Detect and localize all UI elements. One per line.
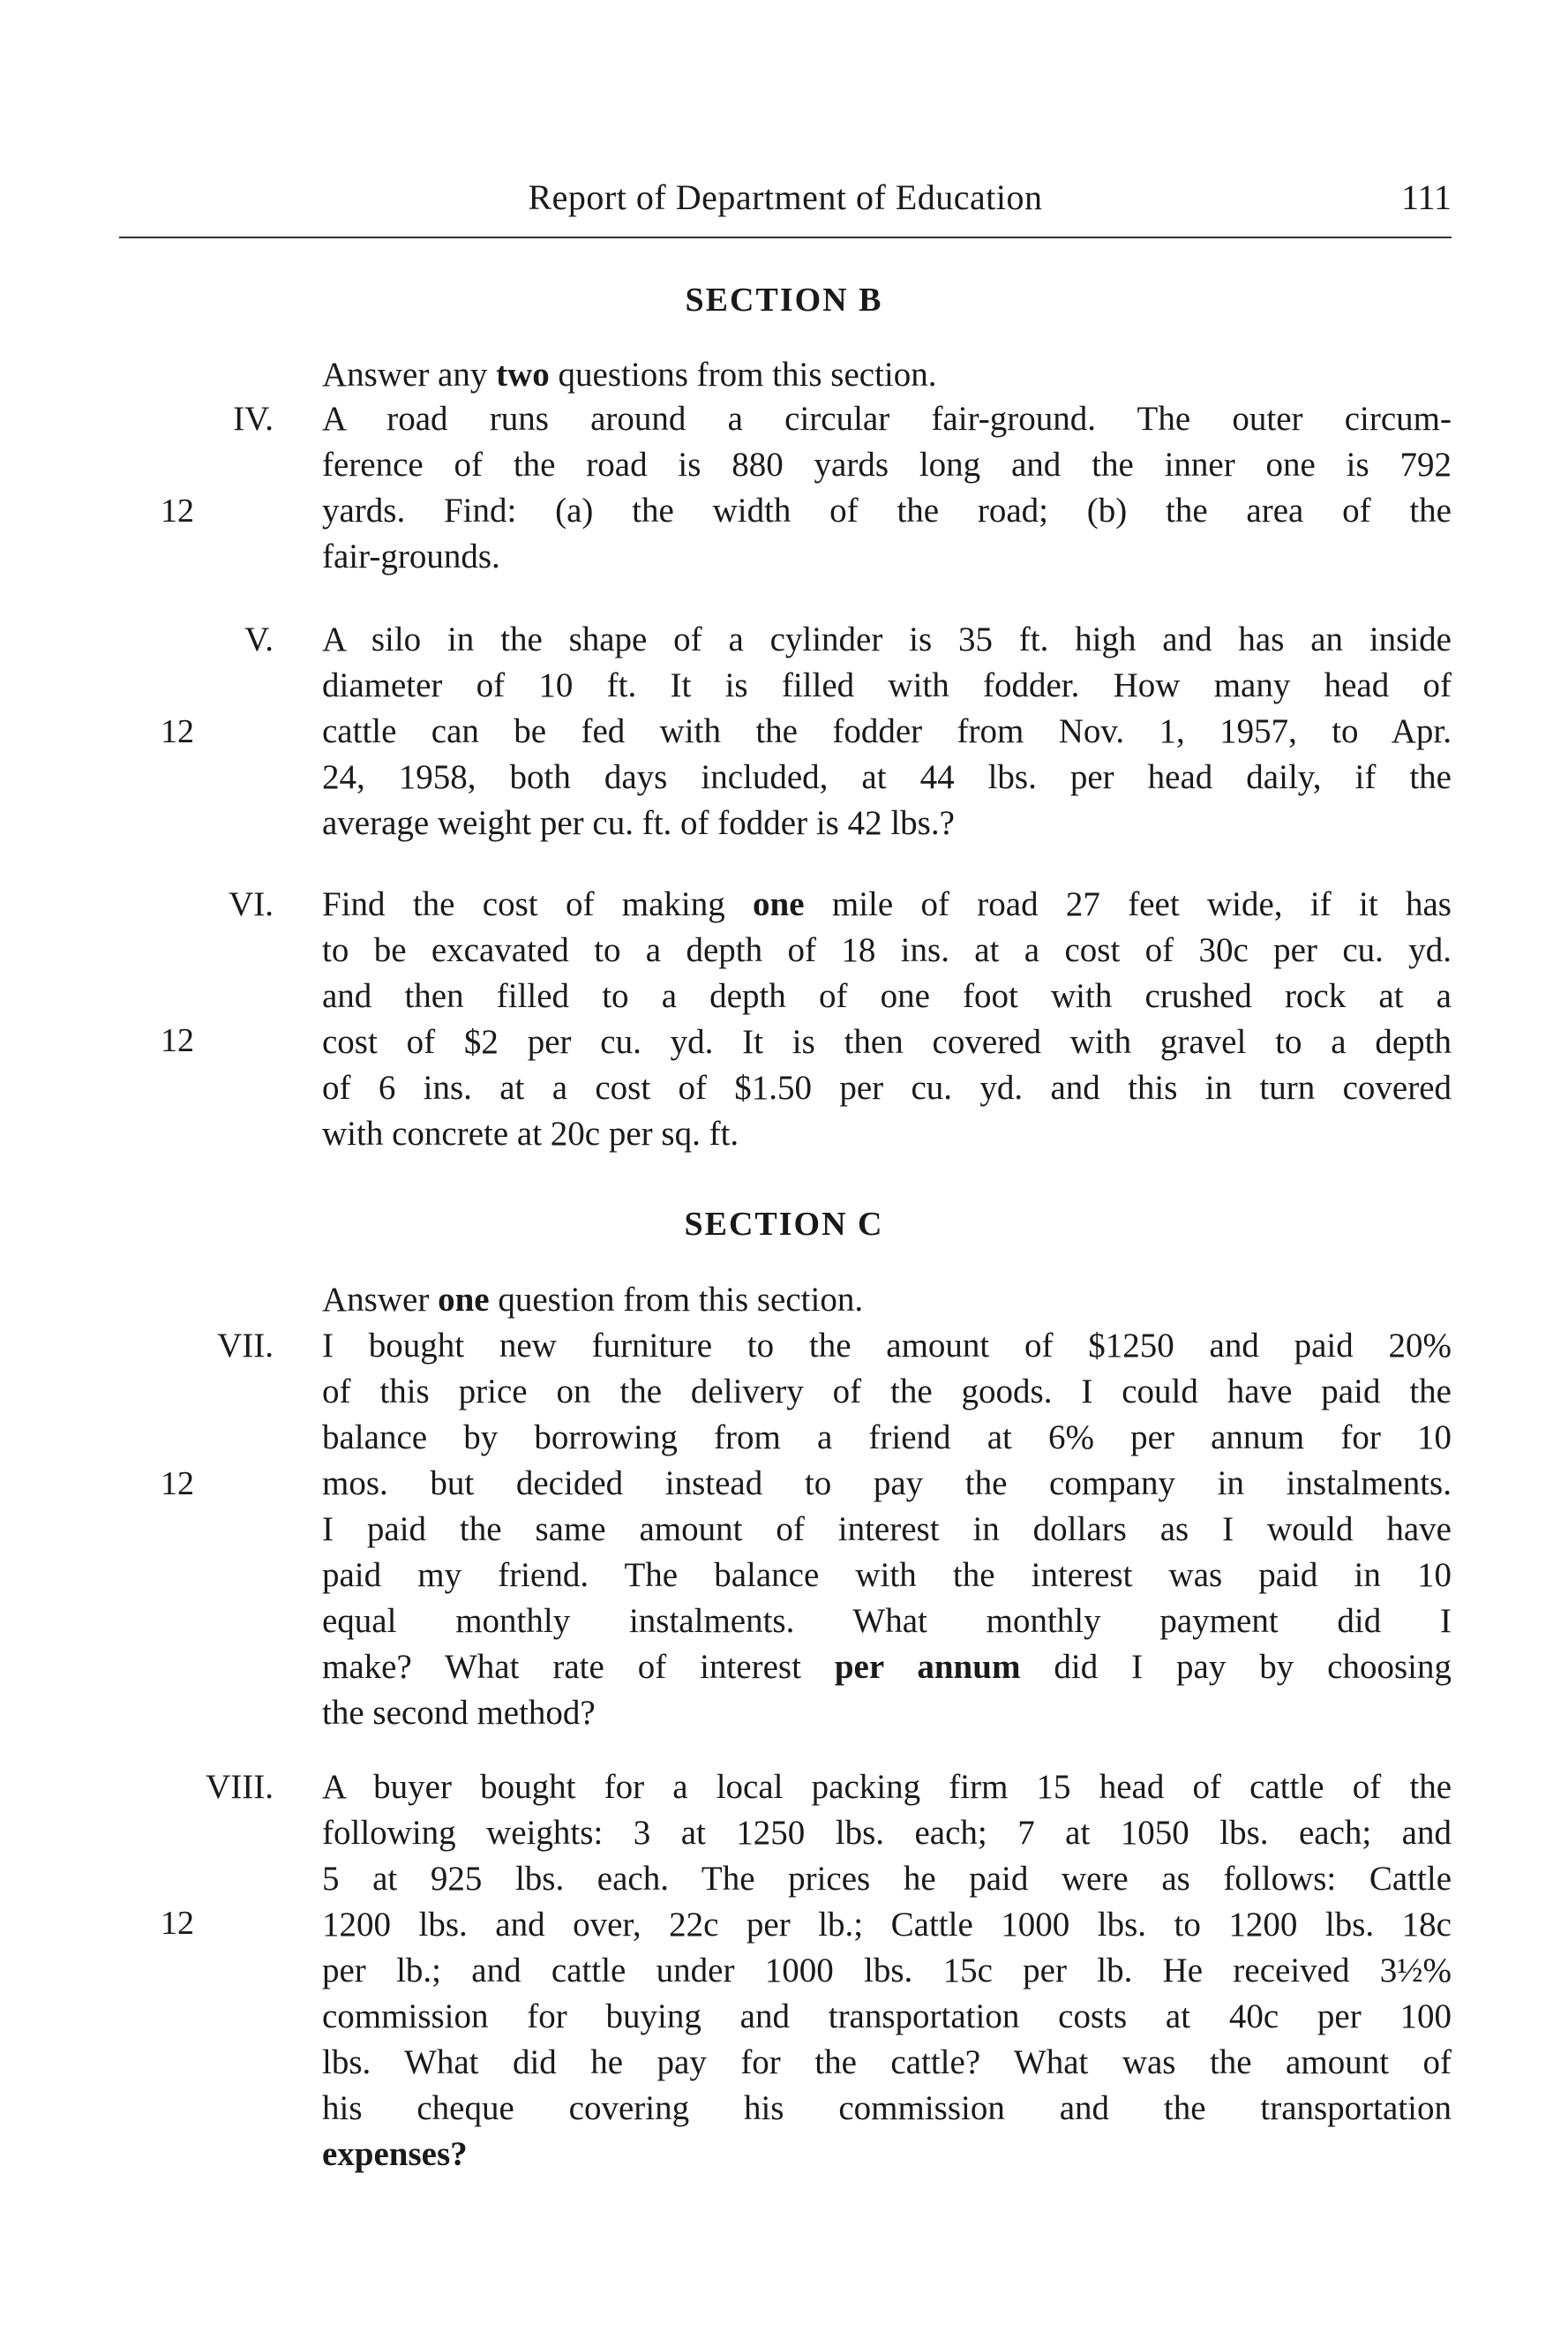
- running-title: Report of Department of Education: [528, 177, 1043, 217]
- question-marks: 12: [161, 713, 194, 750]
- question-numeral: IV.: [233, 400, 274, 438]
- section-c-heading: SECTION C: [684, 1206, 884, 1243]
- running-header: [119, 177, 1452, 229]
- section-b-heading: SECTION B: [685, 282, 883, 319]
- question-marks: 12: [161, 493, 194, 530]
- question-marks: 12: [161, 1465, 194, 1502]
- question-numeral: VI.: [229, 885, 274, 923]
- header-rule: [119, 237, 1452, 238]
- question-numeral: VIII.: [206, 1768, 274, 1806]
- page-number: 111: [1400, 177, 1452, 217]
- document-page: Report of Department of Education 111 SECTION B Answer any two questions from this section. IV. 12 A road runs around a circular fair-ground. The outer circum- ference of the road is 880 yards long and the inner one is 792 yards. Find: (a) the width of the road; (b) the area of the fair-grounds. V. 12 A silo in the shape of a cylinder is 35 ft. high and has an inside diameter of 10 ft. It is filled with fodder. How many head of cattle can be fed with the fodder from Nov. 1, 1957, to Apr. 24, 1958, both days included, at 44 lbs. per head daily, if the average weight per cu. ft. of fodder is 42 lbs.? VI. 12 Find the cost of making one mile of road 27 feet wide, if it has to be excavated to a depth of 18 ins. at a cost of 30c per cu. yd. and then filled to a depth of one foot with crushed rock at a cost of $2 per cu. yd. It is then covered with gravel to a depth of 6 ins. at a cost of $1.50 per cu. yd. and this in turn covered with concrete at 20c per sq. ft. SECTION C Answer one question from this section. VII. 12 I bought new furniture to the amount of $1250 and paid 20% of this price on the delivery of the goods. I could have paid the balance by borrowing from a friend at 6% per annum for 10 mos. but decided instead to pay the company in instalments. I paid the same amount of interest in dollars as I would have paid my friend. The balance with the interest was paid in 10 equal monthly instalments. What monthly payment did I make? What rate of interest per annum did I pay by choosing the second method? VIII. 12 A buyer bought for a local packing firm 15 head of cattle of the following weights: 3 at 1250 lbs. each; 7 at 1050 lbs. each; and 5 at 925 lbs. each. The prices he paid were as follows: Cattle 1200 lbs. and over, 22c per lb.; Cattle 1000 lbs. to 1200 lbs. 18c per lb.; and cattle under 1000 lbs. 15c per lb. He received 3½% commission for buying and transportation costs at 40c per 100 lbs. What did he pay for the cattle? What was the amount of his cheque covering his commission and the transportation expenses?: [0, 0, 1568, 2339]
- question-marks: 12: [161, 1022, 194, 1059]
- question-numeral: VII.: [217, 1327, 274, 1365]
- question-marks: 12: [161, 1905, 194, 1942]
- question-numeral: V.: [244, 620, 274, 658]
